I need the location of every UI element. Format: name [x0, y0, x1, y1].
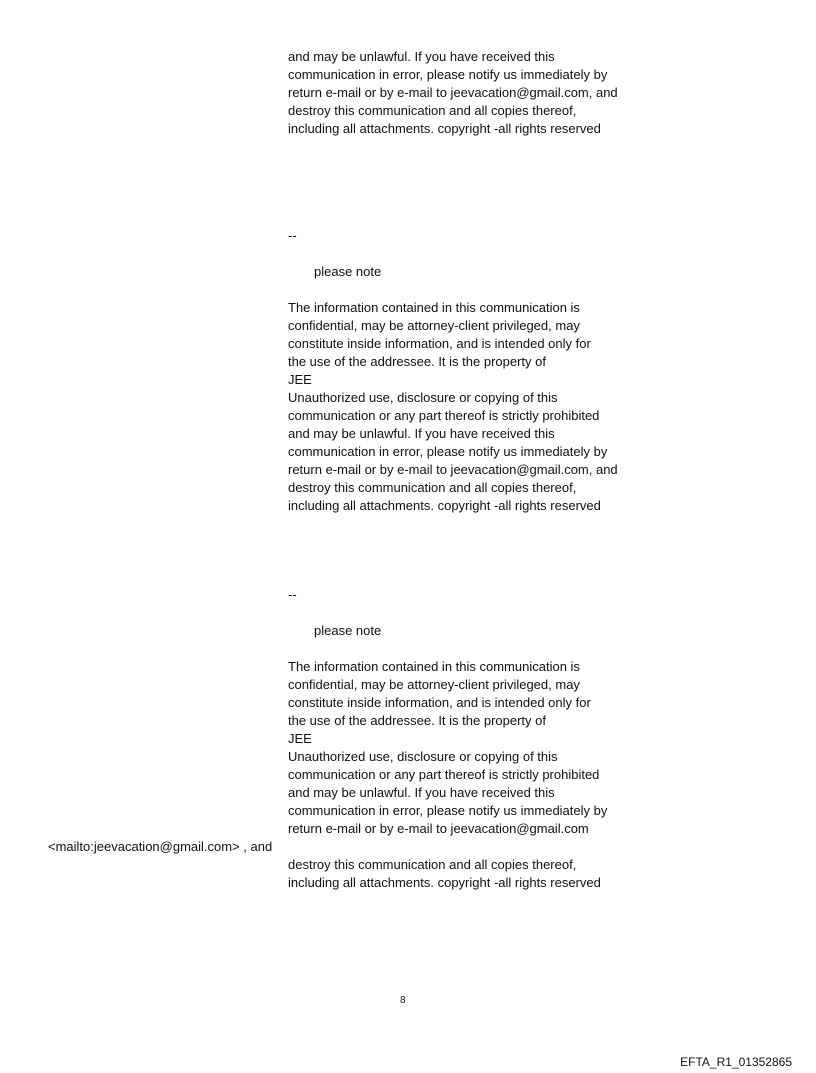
block2-line-5: JEE	[288, 372, 312, 387]
block2-line-4: the use of the addressee. It is the property of	[288, 354, 546, 369]
page-number: 8	[400, 995, 406, 1006]
block2-line-7: communication or any part thereof is strictly prohibited	[288, 408, 600, 423]
block3-line-9: communication in error, please notify us immediately by	[288, 803, 608, 818]
block1-line-2: communication in error, please notify us immediately by	[288, 67, 608, 82]
block3-mailto-link[interactable]: <mailto:jeevacation@gmail.com> , and	[48, 839, 273, 854]
block2-line-3: constitute inside information, and is intended only for	[288, 336, 591, 351]
document-id-footer: EFTA_R1_01352865	[680, 1055, 792, 1069]
block2-separator: --	[288, 228, 297, 243]
block2-line-10: return e-mail or by e-mail to jeevacation@gmail.com, and	[288, 462, 618, 477]
block2-heading: please note	[314, 264, 382, 279]
block3-line-7: communication or any part thereof is strictly prohibited	[288, 767, 600, 782]
block3-line-3: constitute inside information, and is intended only for	[288, 695, 591, 710]
block3-line-2: confidential, may be attorney-client privileged, may	[288, 677, 580, 692]
block2-line-6: Unauthorized use, disclosure or copying of this	[288, 390, 558, 405]
block3-line-1: The information contained in this communication is	[288, 659, 580, 674]
block3-line-5: JEE	[288, 731, 312, 746]
block1-line-3: return e-mail or by e-mail to jeevacation@gmail.com, and	[288, 85, 618, 100]
block3-tail-line-2: including all attachments. copyright -all rights reserved	[288, 875, 601, 890]
block3-tail-line-1: destroy this communication and all copies thereof,	[288, 857, 577, 872]
block2-line-11: destroy this communication and all copies thereof,	[288, 480, 577, 495]
block1-line-4: destroy this communication and all copies thereof,	[288, 103, 577, 118]
block1-line-5: including all attachments. copyright -all rights reserved	[288, 121, 601, 136]
block2-line-1: The information contained in this communication is	[288, 300, 580, 315]
block3-line-10: return e-mail or by e-mail to jeevacation@gmail.com	[288, 821, 589, 836]
block2-line-2: confidential, may be attorney-client privileged, may	[288, 318, 580, 333]
block3-line-8: and may be unlawful. If you have received this	[288, 785, 555, 800]
block2-line-9: communication in error, please notify us immediately by	[288, 444, 608, 459]
block1-line-1: and may be unlawful. If you have received this	[288, 49, 555, 64]
block3-separator: --	[288, 587, 297, 602]
block3-line-6: Unauthorized use, disclosure or copying of this	[288, 749, 558, 764]
block3-line-4: the use of the addressee. It is the property of	[288, 713, 546, 728]
block2-line-8: and may be unlawful. If you have received this	[288, 426, 555, 441]
block3-heading: please note	[314, 623, 382, 638]
block2-line-12: including all attachments. copyright -all rights reserved	[288, 498, 601, 513]
